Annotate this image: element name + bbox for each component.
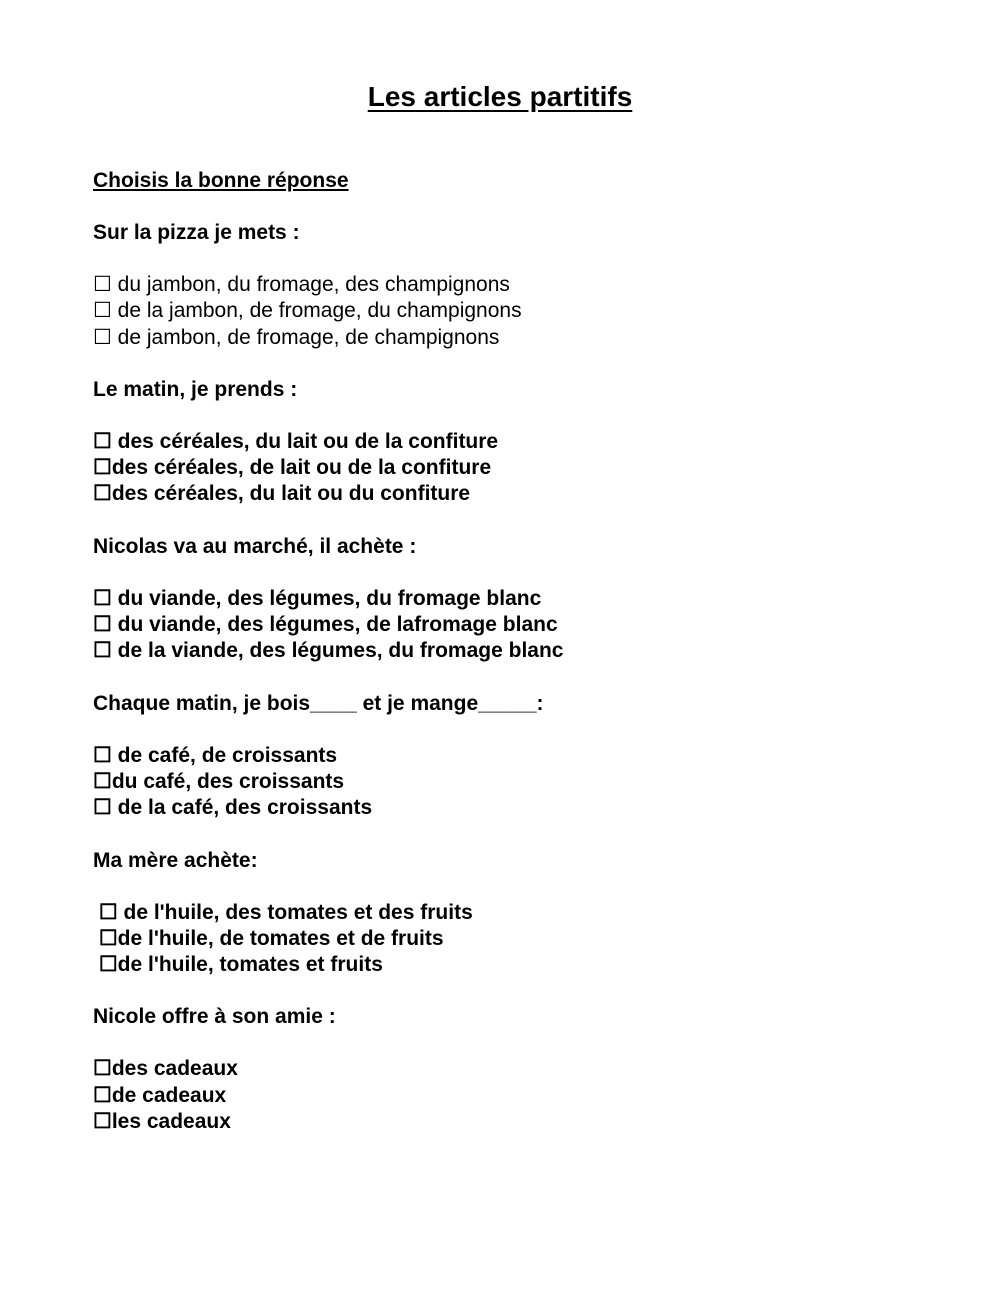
- question-6: [93, 1004, 953, 1135]
- answer-option[interactable]: ☐ de café, de croissants: [93, 743, 338, 767]
- question-prompt: Nicole offre à son amie :: [93, 1005, 336, 1029]
- question-list: [93, 220, 953, 1161]
- answer-option[interactable]: ☐ du viande, des légumes, du fromage blanc: [93, 586, 542, 610]
- question-4: [93, 691, 953, 822]
- answer-option[interactable]: ☐ de la jambon, de fromage, du champignons: [93, 299, 522, 323]
- question-prompt: Ma mère achète:: [93, 848, 258, 872]
- answer-option[interactable]: ☐du café, des croissants: [93, 769, 345, 793]
- question-3: [93, 534, 953, 665]
- answer-option[interactable]: ☐ du viande, des légumes, de lafromage blanc: [93, 613, 558, 637]
- answer-option[interactable]: ☐ de la viande, des légumes, du fromage blanc: [93, 639, 564, 663]
- answer-option[interactable]: ☐ de la café, des croissants: [93, 796, 373, 820]
- answer-option[interactable]: ☐des cadeaux: [93, 1057, 238, 1081]
- answer-option[interactable]: ☐de cadeaux: [93, 1083, 227, 1107]
- answer-options: [93, 900, 953, 979]
- question-2: [93, 377, 953, 508]
- answer-option[interactable]: ☐de l'huile, tomates et fruits: [93, 953, 383, 977]
- answer-option[interactable]: ☐les cadeaux: [93, 1110, 231, 1134]
- question-5: [93, 848, 953, 979]
- answer-options: [93, 429, 953, 508]
- answer-options: [93, 272, 953, 351]
- answer-option[interactable]: ☐ de jambon, de fromage, de champignons: [93, 325, 500, 349]
- instruction-heading: Choisis la bonne réponse: [93, 169, 349, 192]
- answer-option[interactable]: ☐de l'huile, de tomates et de fruits: [93, 926, 444, 950]
- answer-option[interactable]: ☐ de l'huile, des tomates et des fruits: [93, 900, 473, 924]
- question-prompt: Chaque matin, je bois____ et je mange_____:: [93, 691, 544, 715]
- answer-options: [93, 743, 953, 822]
- page-title: Les articles partitifs: [367, 81, 633, 112]
- answer-option[interactable]: ☐ du jambon, du fromage, des champignons: [93, 273, 510, 296]
- answer-option[interactable]: ☐ des céréales, du lait ou de la confiture: [93, 429, 499, 453]
- question-1: [93, 220, 953, 351]
- question-prompt: Nicolas va au marché, il achète :: [93, 534, 417, 558]
- answer-option[interactable]: ☐des céréales, du lait ou du confiture: [93, 482, 471, 506]
- answer-options: [93, 1056, 953, 1135]
- question-prompt: Sur la pizza je mets :: [93, 221, 300, 244]
- question-prompt: Le matin, je prends :: [93, 377, 298, 401]
- answer-options: [93, 586, 953, 665]
- answer-option[interactable]: ☐des céréales, de lait ou de la confiture: [93, 456, 492, 480]
